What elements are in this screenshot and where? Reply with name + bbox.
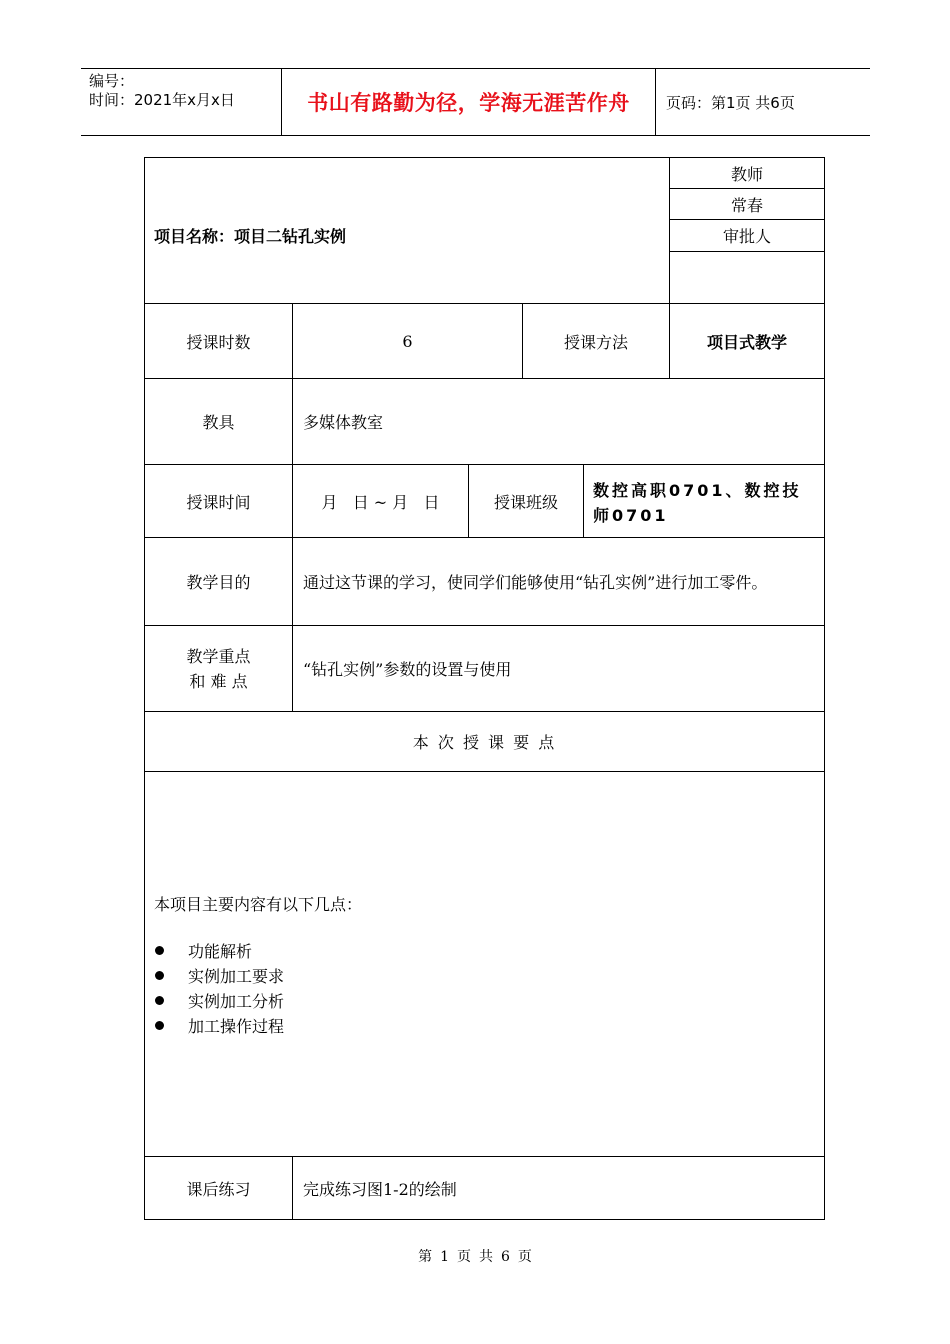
homework-label: 课后练习 (186, 1179, 251, 1199)
project-name: 项目名称：项目二钻孔实例 (154, 227, 347, 246)
homework-label-cell (144, 1156, 293, 1220)
method-value-cell (669, 303, 825, 379)
bullet-icon (155, 946, 164, 955)
section-title: 本 次 授 课 要 点 (412, 733, 557, 752)
tools-value-cell (292, 378, 825, 465)
keypoints-value: “钻孔实例”参数的设置与使用 (303, 660, 512, 679)
section-title-cell (144, 711, 825, 772)
goal-value-cell (292, 537, 825, 626)
bullet-icon (155, 996, 164, 1005)
footer-page-number: 1 (440, 1249, 449, 1265)
header-time-label: 时间：2021年x月x日 (89, 91, 235, 109)
goal-label: 教学目的 (186, 573, 251, 592)
goal-value: 通过这节课的学习，使同学们能够使用“钻孔实例”进行加工零件。 (303, 573, 768, 592)
content-list (153, 938, 284, 1038)
teacher-label-cell (669, 157, 825, 189)
project-name-cell (144, 157, 670, 304)
keypoints-label-line2: 和 难 点 (189, 671, 248, 691)
header-page-label: 页码：第1页 共6页 (666, 93, 795, 112)
footer-total-pages: 6 (501, 1249, 510, 1265)
keypoints-value-cell (292, 625, 825, 712)
list-item (153, 988, 284, 1013)
class-label-cell (468, 464, 584, 538)
list-item (153, 938, 284, 963)
page-footer (0, 1246, 950, 1266)
bullet-icon (155, 1021, 164, 1030)
footer-word-ye: 页 (457, 1249, 471, 1265)
content-intro: 本项目主要内容有以下几点： (154, 895, 363, 914)
footer-word-gong: 共 (479, 1249, 493, 1265)
list-item-label: 实例加工要求 (188, 967, 285, 986)
goal-label-cell (144, 537, 293, 626)
list-item (153, 963, 284, 988)
list-item-label: 实例加工分析 (188, 992, 285, 1011)
hours-value: 6 (402, 331, 413, 351)
hours-label-cell (144, 303, 293, 379)
page-header (81, 68, 870, 136)
teacher-label: 教师 (730, 164, 763, 184)
header-meta (81, 69, 282, 135)
tools-value: 多媒体教室 (303, 413, 384, 432)
time-value: 月 日 ~ 月 日 (321, 492, 440, 512)
list-item-label: 加工操作过程 (188, 1017, 285, 1036)
list-item (153, 1013, 284, 1038)
footer-word-di: 第 (418, 1249, 433, 1265)
approver-label-cell (669, 219, 825, 252)
time-value-cell (292, 464, 469, 538)
tools-label-cell (144, 378, 293, 465)
header-motto: 书山有路勤为径，学海无涯苦作舟 (282, 69, 656, 135)
hours-label: 授课时数 (186, 332, 251, 352)
list-item-label: 功能解析 (188, 942, 253, 961)
time-label-cell (144, 464, 293, 538)
class-label: 授课班级 (493, 492, 558, 512)
method-value: 项目式教学 (706, 332, 787, 352)
footer-word-ye-2: 页 (517, 1249, 532, 1265)
teacher-name: 常春 (730, 195, 763, 215)
header-number-label: 编号： (89, 72, 135, 90)
tools-label: 教具 (202, 413, 235, 432)
method-label-cell (522, 303, 670, 379)
method-label: 授课方法 (563, 332, 628, 352)
hours-value-cell (292, 303, 523, 379)
bullet-icon (155, 971, 164, 980)
homework-value-cell (292, 1156, 825, 1220)
time-label: 授课时间 (186, 492, 251, 512)
approver-label: 审批人 (722, 227, 771, 246)
class-value: 数控高职0701、数控技师0701 (593, 481, 802, 525)
approver-value-cell (669, 251, 825, 304)
keypoints-label-cell (144, 625, 293, 712)
teacher-name-cell (669, 188, 825, 220)
homework-value: 完成练习图1-2的绘制 (303, 1179, 457, 1199)
keypoints-label-line1: 教学重点 (186, 646, 251, 666)
class-value-cell (583, 464, 825, 538)
